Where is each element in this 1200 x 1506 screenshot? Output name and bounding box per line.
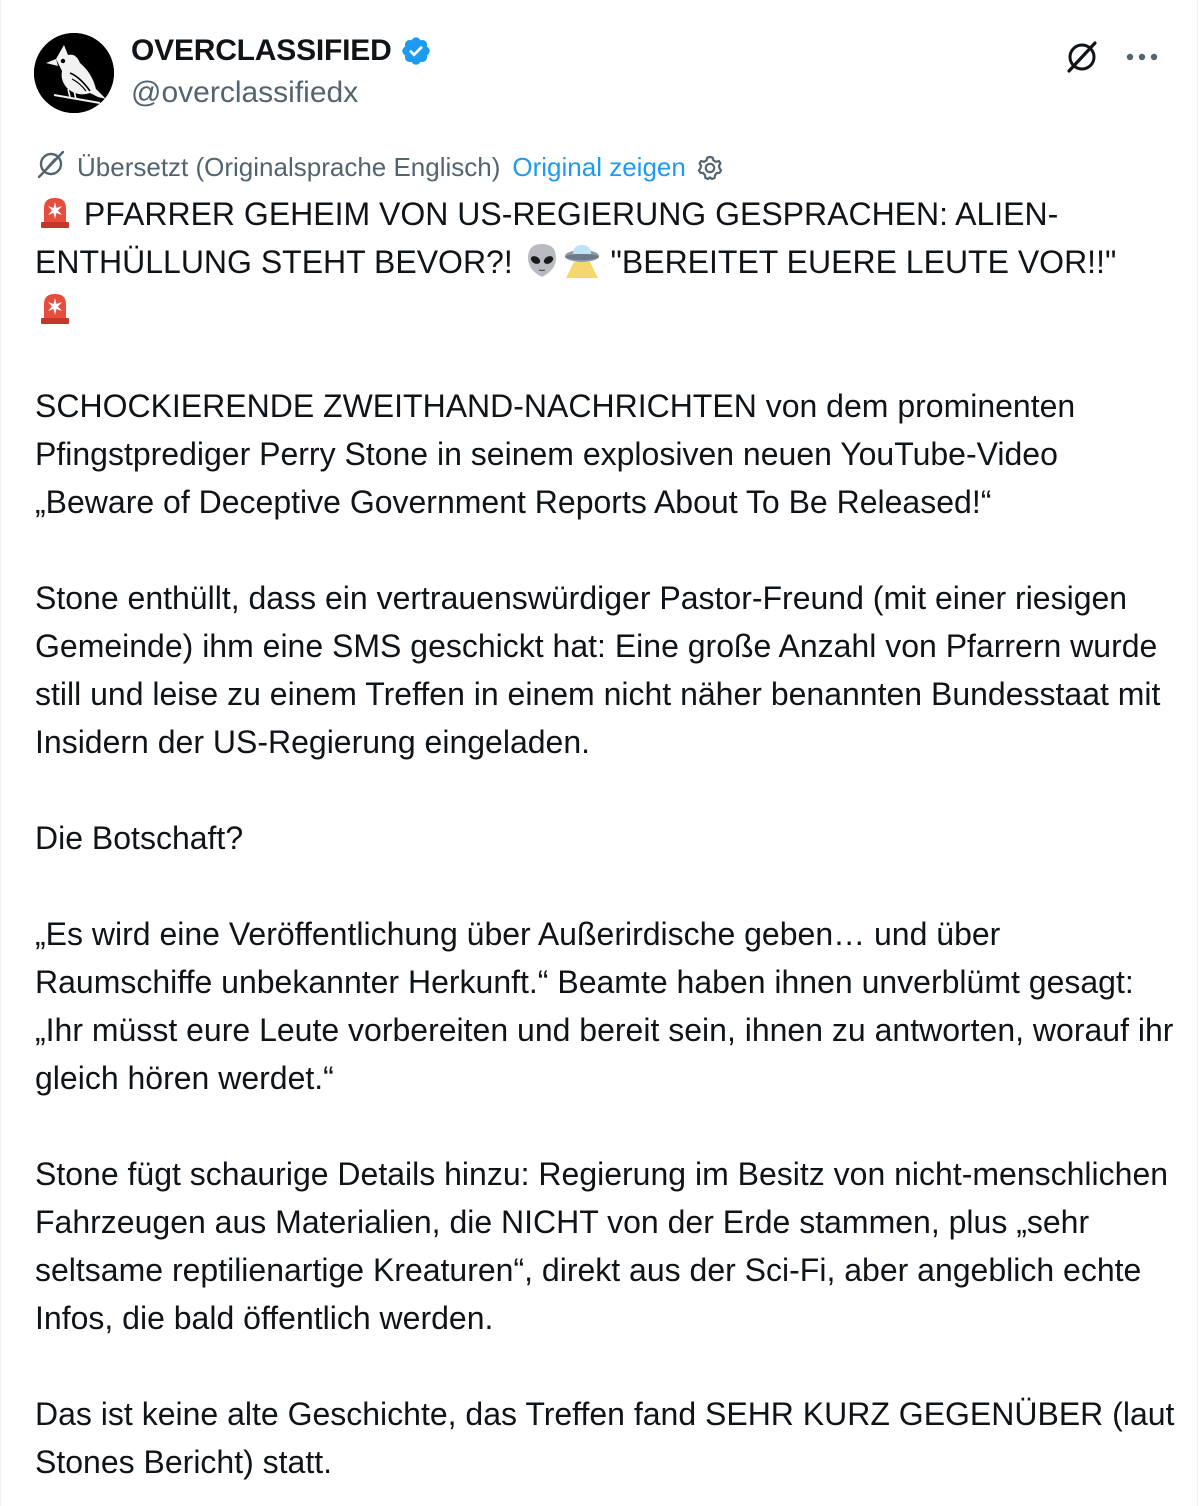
tweet-paragraph-4: „Es wird eine Veröffentlichung über Außerirdische geben… und über Raumschiffe unbekannter Herkunft.“ Beamte haben ihnen unverblümt gesagt: „Ihr müsst eure Leute vorbereiten und bereit sein, ihnen zu antworten, worauf ihr gleich hören werdet.“ [35, 916, 1174, 1096]
avatar[interactable] [34, 33, 114, 113]
tweet-paragraph-3: Die Botschaft? [35, 820, 244, 856]
tweet-headline [35, 190, 1175, 334]
headline-text-2: "BEREITET EUERE LEUTE VOR!!" [601, 244, 1117, 280]
tweet-paragraph-1: SCHOCKIERENDE ZWEITHAND-NACHRICHTEN von dem prominenten Pfingstprediger Perry Stone in seinem explosiven neuen YouTube-Video „Beware of Deceptive Government Reports About To Be Released!“ [35, 388, 1076, 520]
tweet-paragraph-2: Stone enthüllt, dass ein vertrauenswürdiger Pastor-Freund (mit einer riesigen Gemeinde) ihm eine SMS geschickt hat: Eine große Anzahl von Pfarrern wurde still und leise zu einem Treffen in einem nicht näher benannten Bundesstaat mit Insidern der US-Regierung eingeladen. [35, 580, 1161, 760]
tweet-text [35, 190, 1175, 1486]
grok-icon[interactable] [1063, 38, 1101, 76]
author-handle[interactable]: @overclassifiedx [131, 76, 359, 109]
author-display-name[interactable]: OVERCLASSIFIED [131, 34, 392, 67]
tweet-paragraph-6: Das ist keine alte Geschichte, das Treffen fand SEHR KURZ GEGENÜBER (laut Stones Bericht) statt. [35, 1396, 1175, 1480]
more-icon[interactable] [1123, 38, 1161, 76]
translate-icon [35, 148, 67, 187]
tweet-paragraph-5: Stone fügt schaurige Details hinzu: Regierung im Besitz von nicht-menschlichen Fahrzeugen aus Materialien, die NICHT von der Erde stammen, plus „sehr seltsame reptilienartige Kreaturen“, direkt aus der Sci-Fi, aber angeblich echte Infos, die bald öffentlich werden. [35, 1156, 1169, 1336]
siren-emoji-icon [35, 192, 75, 232]
ufo-emoji-icon [562, 240, 602, 280]
author-name-row [131, 34, 432, 68]
translation-notice-text: Übersetzt (Originalsprache Englisch) [77, 152, 501, 182]
verified-badge-icon[interactable] [400, 35, 432, 67]
tweet-header-actions [1063, 38, 1161, 76]
cardinal-bird-avatar-icon [34, 33, 114, 113]
alien-emoji-icon [522, 240, 562, 280]
translation-notice [35, 148, 724, 187]
show-original-link[interactable]: Original zeigen [512, 152, 686, 182]
headline-text-1: PFARRER GEHEIM VON US-REGIERUNG GESPRACHEN: ALIEN-ENTHÜLLUNG STEHT BEVOR?! [35, 196, 1059, 280]
gear-icon[interactable] [696, 154, 724, 182]
siren-emoji-icon [35, 288, 75, 328]
